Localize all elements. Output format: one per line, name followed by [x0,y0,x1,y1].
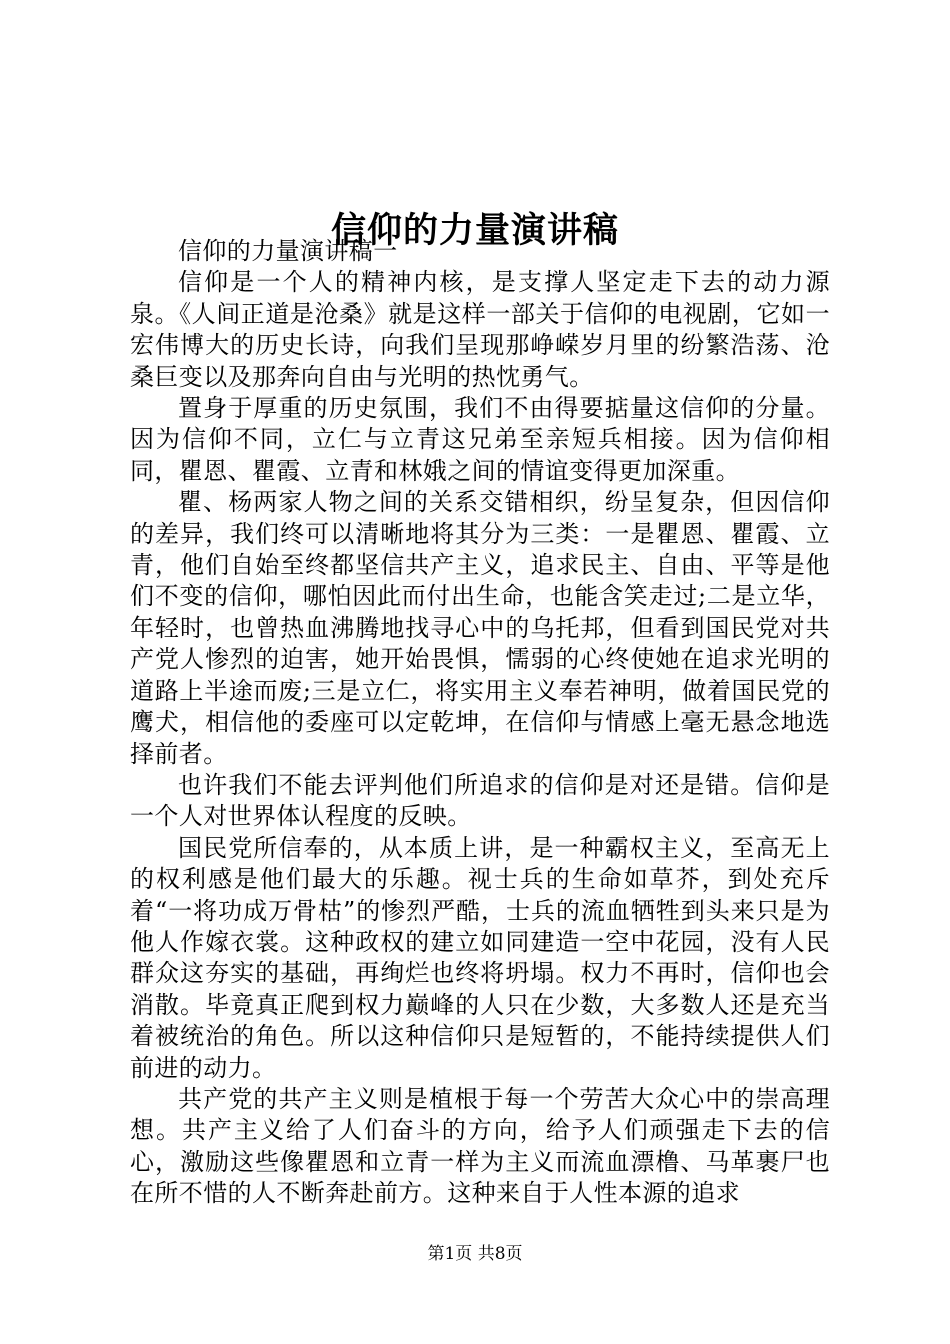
paragraph-1: 信仰是一个人的精神内核，是支撑人坚定走下去的动力源泉。《人间正道是沧桑》就是这样一部关于信仰的电视剧，它如一宏伟博大的历史长诗，向我们呈现那峥嵘岁月里的纷繁浩荡、沧桑巨变以及那奔向自由与光明的热忱勇气。 [130,268,830,391]
paragraph-subtitle: 信仰的力量演讲稿一 [178,237,398,265]
page-footer: 第1页 共8页 [427,1244,523,1264]
paragraph-3: 瞿、杨两家人物之间的关系交错相织，纷呈复杂，但因信仰的差异，我们终可以清晰地将其分为三类：一是瞿恩、瞿霞、立青，他们自始至终都坚信共产主义，追求民主、自由、平等是他们不变的信仰，哪怕因此而付出生命，也能含笑走过;二是立华，年轻时，也曾热血沸腾地找寻心中的乌托邦，但看到国民党对共产党人惨烈的迫害，她开始畏惧，懦弱的心终使她在追求光明的道路上半途而废;三是立仁，将实用主义奉若神明，做着国民党的鹰犬，相信他的委座可以定乾坤，在信仰与情感上毫无悬念地选择前者。 [130,488,830,768]
paragraph-2: 置身于厚重的历史氛围，我们不由得要掂量这信仰的分量。因为信仰不同，立仁与立青这兄弟至亲短兵相接。因为信仰相同，瞿恩、瞿霞、立青和林娥之间的情谊变得更加深重。 [130,394,830,485]
paragraph-6: 共产党的共产主义则是植根于每一个劳苦大众心中的崇高理想。共产主义给了人们奋斗的方向，给予人们顽强走下去的信心，激励这些像瞿恩和立青一样为主义而流血漂橹、马革裹尸也在所不惜的人不断奔赴前方。这种来自于人性本源的追求 [130,1084,830,1208]
paragraph-5: 国民党所信奉的，从本质上讲，是一种霸权主义，至高无上的权利感是他们最大的乐趣。视士兵的生命如草芥，到处充斥着“一将功成万骨枯”的惨烈严酷，士兵的流血牺牲到头来只是为他人作嫁衣裳。这种政权的建立如同建造一空中花园，没有人民群众这夯实的基础，再绚烂也终将坍塌。权力不再时，信仰也会消散。毕竟真正爬到权力巅峰的人只在少数，大多数人还是充当着被统治的角色。所以这种信仰只是短暂的，不能持续提供人们前进的动力。 [130,833,830,1082]
document-title: 信仰的力量演讲稿 [330,210,619,252]
paragraph-4: 也许我们不能去评判他们所追求的信仰是对还是错。信仰是一个人对世界体认程度的反映。 [130,770,830,831]
document-body [130,236,830,1210]
